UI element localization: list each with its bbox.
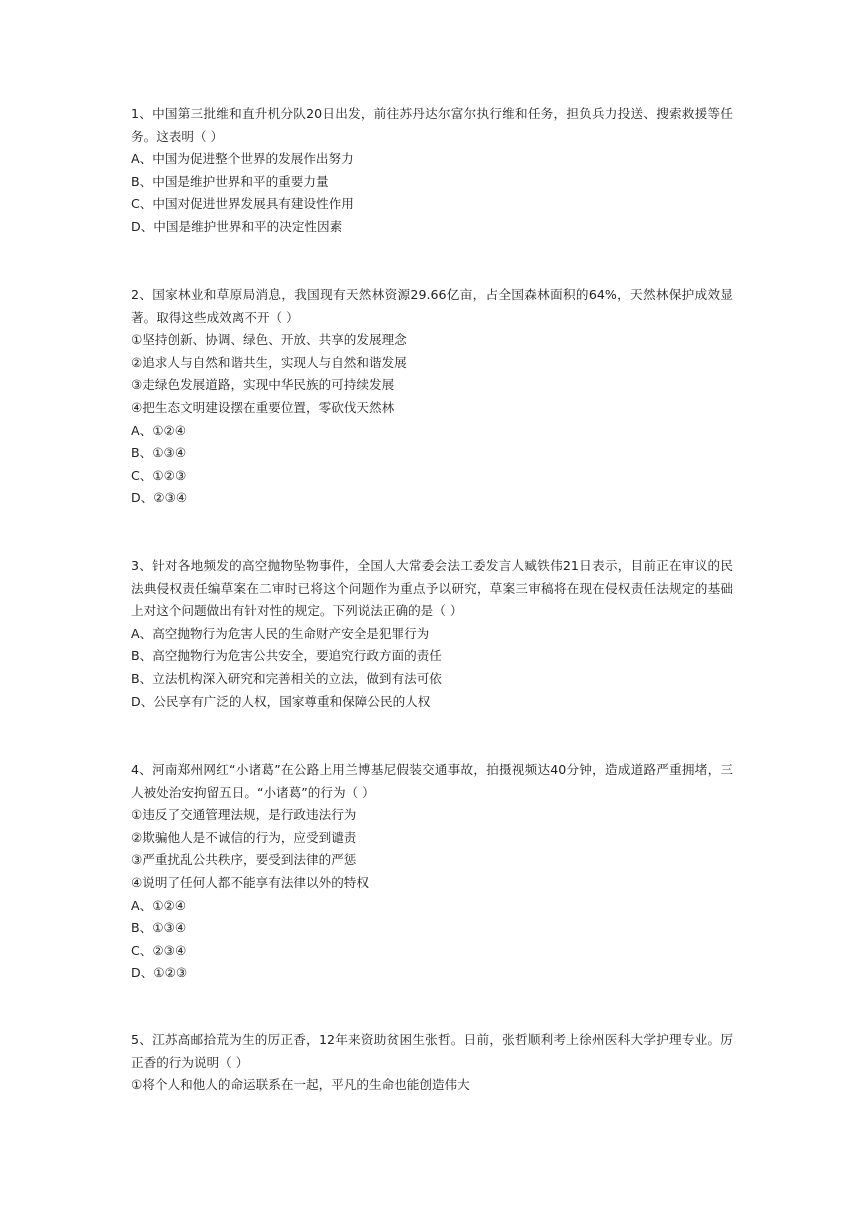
- question-stem: 1、中国第三批维和直升机分队20日出发，前往苏丹达尔富尔执行维和任务，担负兵力投送、搜索救援等任务。这表明（ ）: [131, 106, 733, 144]
- option-d: D、②③④: [131, 490, 188, 506]
- option-c: B、立法机构深入研究和完善相关的立法，做到有法可依: [131, 670, 442, 686]
- option-d: D、①②③: [131, 965, 188, 981]
- statement-2: ②欺骗他人是不诚信的行为，应受到谴责: [131, 829, 357, 845]
- question-stem: 4、河南郑州网红“小诸葛”在公路上用兰博基尼假装交通事故，拍摄视频达40分钟，造成道路严重拥堵，三人被处治安拘留五日。“小诸葛”的行为（ ）: [131, 762, 733, 800]
- question-3: [131, 555, 733, 713]
- option-c: C、①②③: [131, 467, 187, 483]
- statement-3: ③走绿色发展道路，实现中华民族的可持续发展: [131, 377, 395, 393]
- statement-1: ①坚持创新、协调、绿色、开放、共享的发展理念: [131, 332, 407, 348]
- option-b: B、高空抛物行为危害公共安全，要追究行政方面的责任: [131, 648, 442, 664]
- question-1: [131, 103, 733, 239]
- question-stem: 3、针对各地频发的高空抛物坠物事件，全国人大常委会法工委发言人臧铁伟21日表示，目前正在审议的民法典侵权责任编草案在二审时已将这个问题作为重点予以研究，草案三审稿将在现在侵权责任法规定的基础上对这个问题做出有针对性的规定。下列说法正确的是（ ）: [131, 558, 733, 619]
- option-a: A、中国为促进整个世界的发展作出努力: [131, 151, 354, 167]
- question-4: [131, 759, 733, 985]
- statement-4: ④说明了任何人都不能享有法律以外的特权: [131, 874, 369, 890]
- statement-1: ①违反了交通管理法规，是行政违法行为: [131, 807, 357, 823]
- question-5: [131, 1029, 733, 1097]
- option-a: A、①②④: [131, 897, 187, 913]
- question-stem: 5、江苏高邮拾荒为生的厉正香，12年来资助贫困生张哲。日前，张哲顺利考上徐州医科大学护理专业。厉正香的行为说明（ ）: [131, 1032, 733, 1070]
- option-c: C、②③④: [131, 942, 187, 958]
- option-b: B、①③④: [131, 920, 187, 936]
- statement-4: ④把生态文明建设摆在重要位置，零砍伐天然林: [131, 399, 395, 415]
- question-2: [131, 284, 733, 510]
- option-b: B、中国是维护世界和平的重要力量: [131, 173, 329, 189]
- statement-3: ③严重扰乱公共秩序，要受到法律的严惩: [131, 852, 357, 868]
- option-a: A、高空抛物行为危害人民的生命财产安全是犯罪行为: [131, 625, 430, 641]
- option-a: A、①②④: [131, 422, 187, 438]
- statement-2: ②追求人与自然和谐共生，实现人与自然和谐发展: [131, 354, 407, 370]
- statement-1: ①将个人和他人的命运联系在一起，平凡的生命也能创造伟大: [131, 1077, 470, 1093]
- question-stem: 2、国家林业和草原局消息，我国现有天然林资源29.66亿亩，占全国森林面积的64%，天然林保护成效显著。取得这些成效离不开（ ）: [131, 287, 733, 325]
- option-c: C、中国对促进世界发展具有建设性作用: [131, 196, 354, 212]
- option-d: D、中国是维护世界和平的决定性因素: [131, 218, 343, 234]
- option-b: B、①③④: [131, 445, 187, 461]
- option-d: D、公民享有广泛的人权，国家尊重和保障公民的人权: [131, 693, 431, 709]
